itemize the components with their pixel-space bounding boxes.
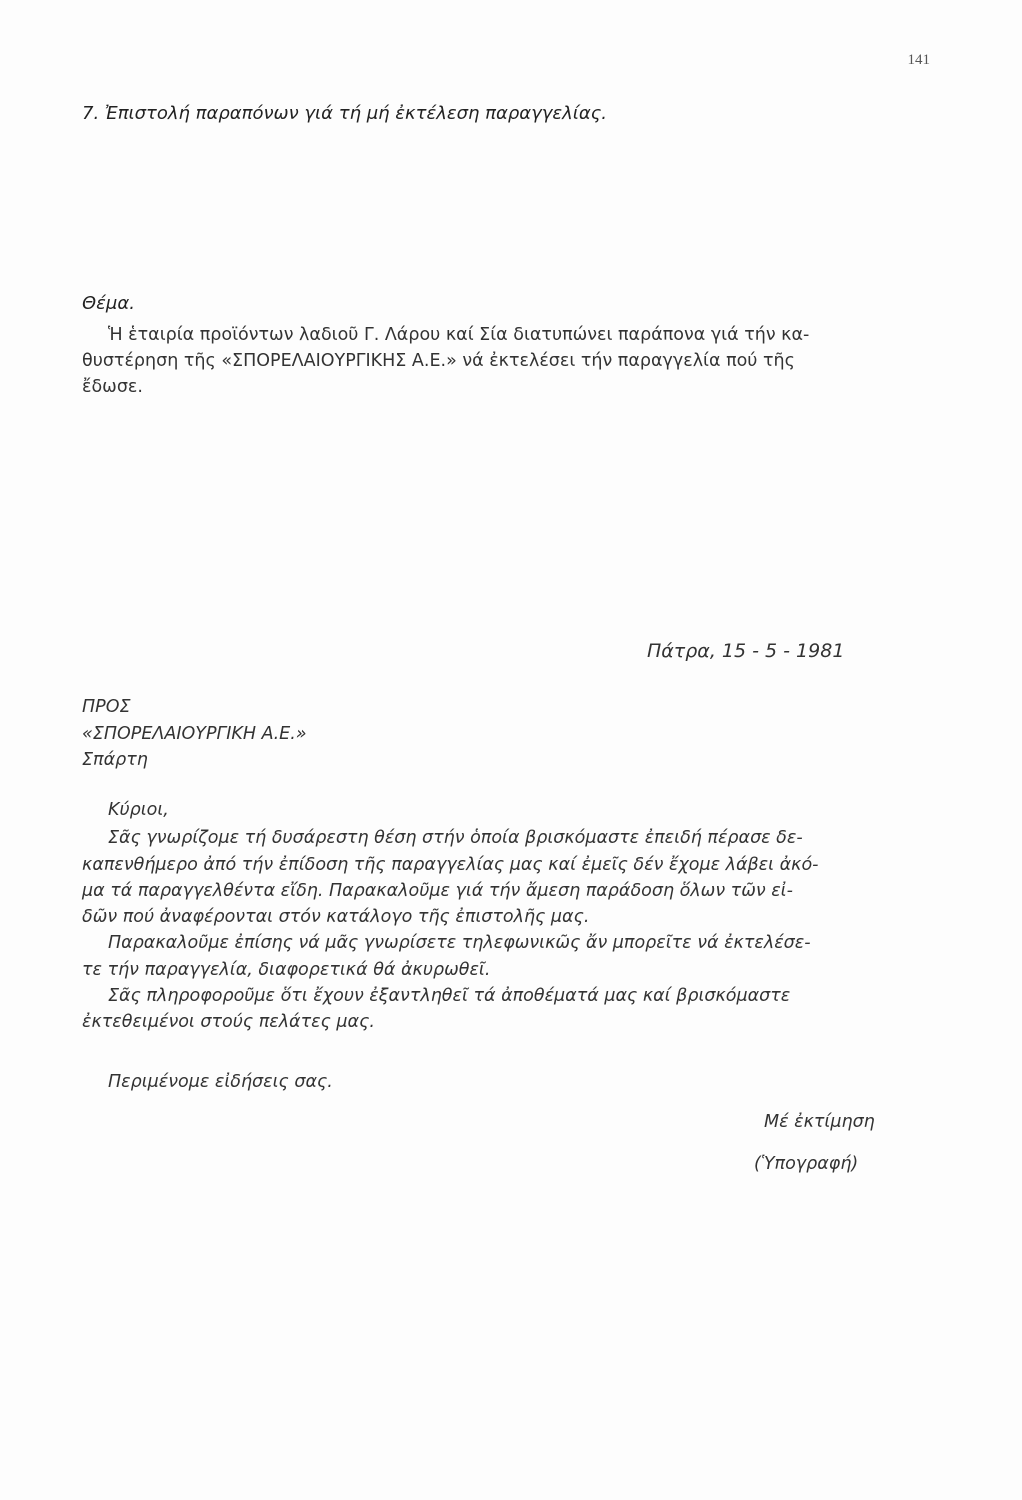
body-line: Σᾶς γνωρίζομε τή δυσάρεστη θέση στήν ὁποία βρισκόμαστε ἐπειδή πέρασε δε-	[108, 828, 803, 849]
body-line: ἐκτεθειμένοι στούς πελάτες μας.	[82, 1012, 375, 1033]
closing-line: Περιμένομε εἰδήσεις σας.	[108, 1072, 333, 1092]
subject-line: Ἡ ἑταιρία προϊόντων λαδιοῦ Γ. Λάρου καί Σία διατυπώνει παράπονα γιά τήν κα-	[108, 325, 810, 345]
recipient-block	[82, 694, 307, 774]
subject-paragraph	[82, 322, 928, 400]
section-heading: 7. Ἐπιστολή παραπόνων γιά τή μή ἐκτέλεση παραγγελίας.	[82, 103, 608, 124]
subject-line: ἔδωσε.	[82, 377, 143, 397]
subject-line: θυστέρηση τῆς «ΣΠΟΡΕΛΑΙΟΥΡΓΙΚΗΣ Α.Ε.» νά ἐκτελέσει τήν παραγγελία πού τῆς	[82, 351, 795, 371]
salutation: Κύριοι,	[108, 800, 169, 820]
letter-body	[82, 797, 938, 1036]
recipient-company: «ΣΠΟΡΕΛΑΙΟΥΡΓΙΚΗ Α.Ε.»	[82, 723, 307, 744]
body-line: δῶν πού ἀναφέρονται στόν κατάλογο τῆς ἐπιστολῆς μας.	[82, 907, 590, 928]
body-line: καπενθήμερο ἀπό τήν ἐπίδοση τῆς παραγγελίας μας καί ἐμεῖς δέν ἔχομε λάβει ἀκό-	[82, 854, 819, 875]
recipient-city: Σπάρτη	[82, 750, 148, 770]
body-line: μα τά παραγγελθέντα εἴδη. Παρακαλοῦμε γιά τήν ἄμεση παράδοση ὅλων τῶν εἰ-	[82, 880, 793, 901]
body-line: τε τήν παραγγελία, διαφορετικά θά ἀκυρωθεῖ.	[82, 959, 491, 980]
subject-label: Θέμα.	[82, 293, 135, 314]
sign-off: Μέ ἐκτίμηση	[764, 1112, 875, 1132]
recipient-to-label: ΠΡΟΣ	[82, 697, 131, 717]
signature: (Ὑπογραφή)	[754, 1154, 859, 1174]
page-number: 141	[907, 52, 930, 68]
body-line: Παρακαλοῦμε ἐπίσης νά μᾶς γνωρίσετε τηλεφωνικῶς ἄν μπορεῖτε νά ἐκτελέσε-	[108, 933, 811, 954]
letter-date: Πάτρα, 15 - 5 - 1981	[647, 640, 845, 662]
body-line: Σᾶς πληροφοροῦμε ὅτι ἔχουν ἐξαντληθεῖ τά ἀποθέματά μας καί βρισκόμαστε	[108, 986, 791, 1007]
